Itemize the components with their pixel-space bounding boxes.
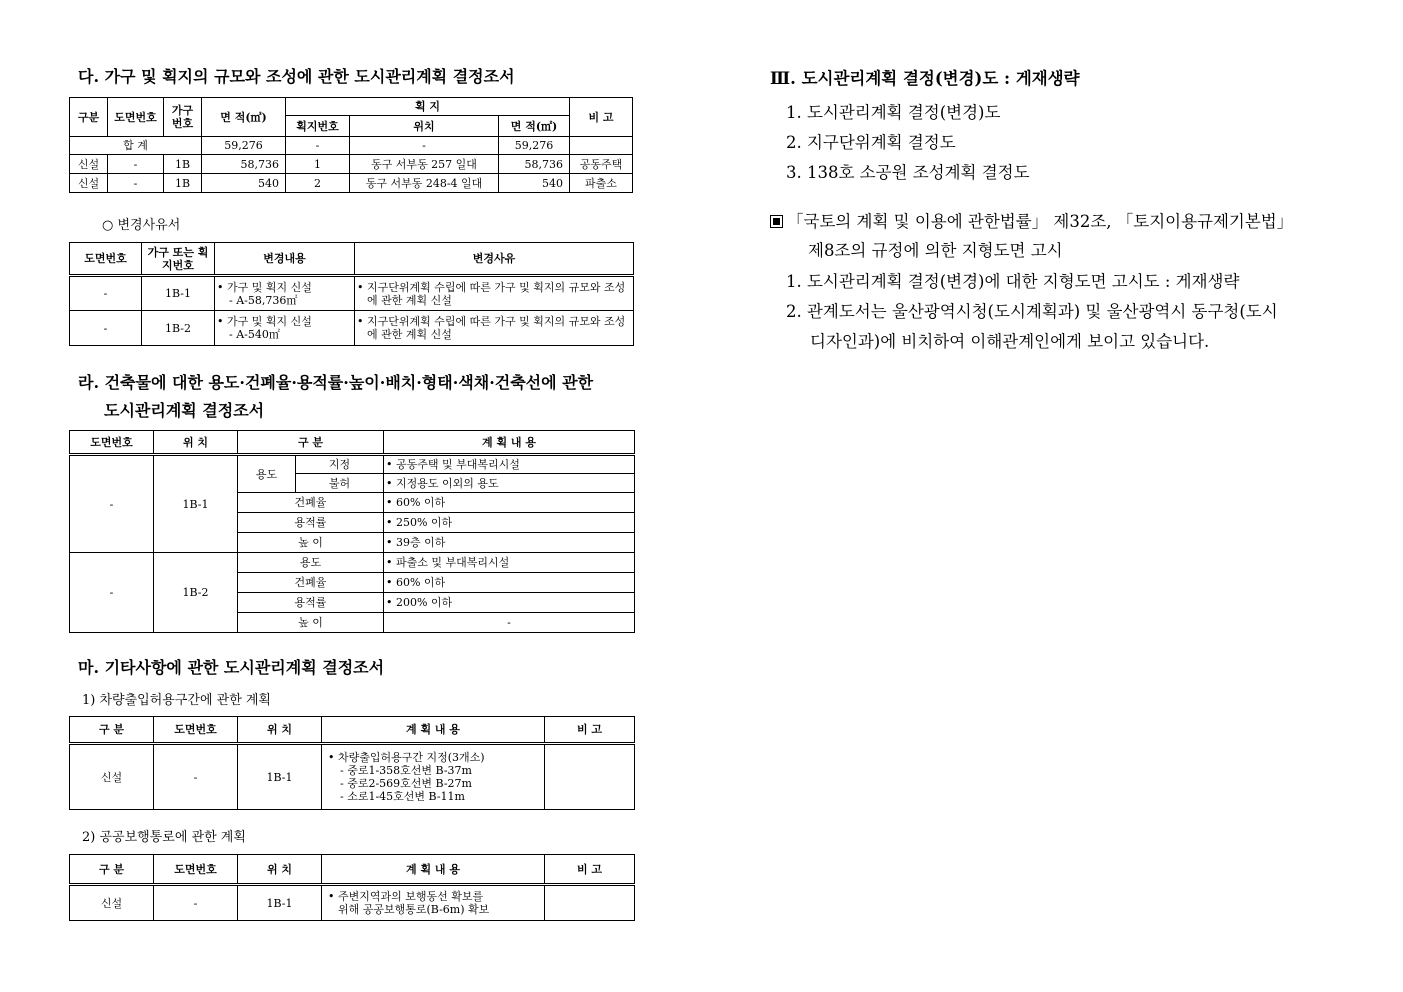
cell-plan: • 60% 이하: [384, 573, 635, 593]
cell-area: 58,736: [202, 155, 286, 174]
total-loc: -: [350, 137, 499, 155]
cell-content: [215, 276, 355, 311]
total-area2: 59,276: [499, 137, 570, 155]
cell-wichi: 1B-1: [154, 455, 238, 553]
cell-bulheo: 불허: [296, 474, 384, 493]
cell-domyeon: -: [154, 885, 238, 921]
change-reason-table: [69, 242, 634, 346]
cell-gubun: 신설: [70, 744, 154, 810]
th-bigo: 비 고: [545, 855, 635, 885]
subsection-1-title: 1) 차량출입허용구간에 관한 계획: [82, 693, 271, 708]
cell-geonpye: 건폐율: [238, 573, 384, 593]
th-gagu: 가구 또는 획지번호: [142, 243, 215, 276]
th-gubun: 구분: [70, 98, 108, 137]
table-row: [70, 311, 634, 346]
cell-wichi: 1B-2: [154, 553, 238, 633]
cell-gagu: 1B-2: [142, 311, 215, 346]
cell-yongjeok: 용적률: [238, 593, 384, 613]
building-plan-table: [69, 430, 635, 633]
section-ra-title: 라. 건축물에 대한 용도·건폐율·용적률·높이·배치·형태·색채·건축선에 관한: [78, 373, 594, 392]
cell-loc: 동구 서부동 248-4 일대: [350, 174, 499, 193]
cell-bigo: 파출소: [570, 174, 633, 193]
th-bigo: 비 고: [570, 98, 633, 137]
cell-area2: 58,736: [499, 155, 570, 174]
cell-area2: 540: [499, 174, 570, 193]
cell-plan: • 60% 이하: [384, 493, 635, 513]
cell-loc: 동구 서부동 257 일대: [350, 155, 499, 174]
th-domyeon: 도면번호: [154, 855, 238, 885]
table-row: [70, 744, 635, 810]
cell-domyeon: -: [70, 276, 142, 311]
cell-yongdo: 용도: [238, 455, 296, 493]
plan-line: - 소로1-45호선변 B-11m: [340, 790, 465, 803]
content-line: • 가구 및 획지 신설: [217, 315, 312, 328]
th-gubun: 구 분: [70, 717, 154, 744]
cell-plan: • 지정용도 이외의 용도: [384, 474, 635, 493]
th-domyeon: 도면번호: [70, 431, 154, 455]
cell-domyeon: -: [108, 155, 164, 174]
content-line: - A-540㎡: [229, 328, 280, 341]
cell-plan: • 200% 이하: [384, 593, 635, 613]
right-item-2: 2. 지구단위계획 결정도: [786, 133, 956, 152]
right-item-1: 1. 도시관리계획 결정(변경)도: [786, 103, 1001, 122]
th-gubun: 구 분: [70, 855, 154, 885]
th-wichi: 위 치: [238, 717, 322, 744]
notice-item-2: 2. 관계도서는 울산광역시청(도시계획과) 및 울산광역시 동구청(도시: [786, 302, 1278, 321]
cell-yongdo: 용도: [238, 553, 384, 573]
cell-reason: • 지구단위계획 수립에 따른 가구 및 획지의 규모와 조성에 관한 계획 신설: [355, 276, 634, 311]
cell-gagu: 1B-1: [142, 276, 215, 311]
cell-domyeon: -: [154, 744, 238, 810]
cell-jijeong: 지정: [296, 455, 384, 474]
cell-plan: • 파출소 및 부대복리시설: [384, 553, 635, 573]
notice-line-1: [770, 208, 1293, 232]
content-line: • 가구 및 획지 신설: [217, 280, 312, 294]
table-row: [70, 455, 635, 474]
table-row-total: [70, 137, 633, 155]
th-area: 면 적(㎡): [202, 98, 286, 137]
cell-plan: • 250% 이하: [384, 513, 635, 533]
cell-gagu: 1B: [164, 174, 202, 193]
th-wichi: 위치: [350, 116, 499, 137]
cell-nopi: 높 이: [238, 613, 384, 633]
cell-plan: • 39층 이하: [384, 533, 635, 553]
th-hoekji-no: 획지번호: [286, 116, 350, 137]
th-domyeon: 도면번호: [108, 98, 164, 137]
cell-wichi: 1B-1: [238, 744, 322, 810]
th-reason: 변경사유: [355, 243, 634, 276]
cell-nopi: 높 이: [238, 533, 384, 553]
th-gagu: 가구 번호: [164, 98, 202, 137]
notice-line-2: 제8조의 규정에 의한 지형도면 고시: [808, 241, 1063, 260]
plan-line: - 중로1-358호선변 B-37m: [340, 764, 472, 777]
table-row: [70, 174, 633, 193]
plan-line: • 차량출입허용구간 지정(3개소): [328, 751, 485, 764]
cell-domyeon: -: [70, 553, 154, 633]
total-no: -: [286, 137, 350, 155]
cell-domyeon: -: [70, 311, 142, 346]
th-plan: 계 획 내 용: [322, 855, 545, 885]
table-row: [70, 155, 633, 174]
table-row: [70, 885, 635, 921]
total-bigo: [570, 137, 633, 155]
th-gubun: 구 분: [238, 431, 384, 455]
section-ma-title: 마. 기타사항에 관한 도시관리계획 결정조서: [78, 658, 385, 677]
th-wichi: 위 치: [154, 431, 238, 455]
subsection-2-title: 2) 공공보행통로에 관한 계획: [82, 830, 246, 845]
cell-gubun: 신설: [70, 885, 154, 921]
table-row: [70, 276, 634, 311]
cell-gubun: 신설: [70, 155, 108, 174]
notice-item-2-cont: 디자인과)에 비치하여 이해관계인에게 보이고 있습니다.: [810, 332, 1210, 351]
cell-area: 540: [202, 174, 286, 193]
cell-no: 2: [286, 174, 350, 193]
notice-item-1: 1. 도시관리계획 결정(변경)에 대한 지형도면 고시도 : 게재생략: [786, 272, 1240, 291]
cell-content: [215, 311, 355, 346]
cell-geonpye: 건폐율: [238, 493, 384, 513]
checkbox-icon: [770, 215, 783, 228]
cell-domyeon: -: [70, 455, 154, 553]
cell-plan: -: [384, 613, 635, 633]
th-area2: 면 적(㎡): [499, 116, 570, 137]
table-row: [70, 553, 635, 573]
notice-text-1: 「국토의 계획 및 이용에 관한법률」 제32조, 「토지이용규제기본법」: [787, 212, 1294, 231]
total-area: 59,276: [202, 137, 286, 155]
cell-gagu: 1B: [164, 155, 202, 174]
cell-domyeon: -: [108, 174, 164, 193]
section-da-title: 다. 가구 및 획지의 규모와 조성에 관한 도시관리계획 결정조서: [78, 67, 515, 86]
content-line: - A-58,736㎡: [229, 293, 298, 307]
th-bigo: 비 고: [545, 717, 635, 744]
plan-line: 위해 공공보행통로(B-6m) 확보: [338, 903, 490, 916]
th-domyeon: 도면번호: [70, 243, 142, 276]
cell-gubun: 신설: [70, 174, 108, 193]
th-plan: 계 획 내 용: [384, 431, 635, 455]
section-ra-title-2: 도시관리계획 결정조서: [104, 401, 265, 420]
th-wichi: 위 치: [238, 855, 322, 885]
lot-size-table: [69, 97, 633, 193]
cell-plan: [322, 885, 545, 921]
total-label: 합 계: [70, 137, 202, 155]
cell-plan: • 공동주택 및 부대복리시설: [384, 455, 635, 474]
cell-bigo: 공동주택: [570, 155, 633, 174]
plan-line: • 주변지역과의 보행동선 확보를: [328, 890, 484, 903]
cell-plan: [322, 744, 545, 810]
pedestrian-path-table: [69, 854, 635, 921]
th-domyeon: 도면번호: [154, 717, 238, 744]
cell-yongjeok: 용적률: [238, 513, 384, 533]
cell-wichi: 1B-1: [238, 885, 322, 921]
th-plan: 계 획 내 용: [322, 717, 545, 744]
vehicle-access-table: [69, 716, 635, 810]
cell-reason: • 지구단위계획 수립에 따른 가구 및 획지의 규모와 조성에 관한 계획 신설: [355, 311, 634, 346]
th-content: 변경내용: [215, 243, 355, 276]
cell-no: 1: [286, 155, 350, 174]
right-heading: Ⅲ. 도시관리계획 결정(변경)도 : 게재생략: [770, 69, 1080, 88]
cell-bigo: [545, 744, 635, 810]
cell-bigo: [545, 885, 635, 921]
change-reason-title: ○ 변경사유서: [102, 218, 181, 233]
th-hoekji: 획 지: [286, 98, 570, 116]
plan-line: - 중로2-569호선변 B-27m: [340, 777, 472, 790]
right-item-3: 3. 138호 소공원 조성계획 결정도: [786, 163, 1030, 182]
